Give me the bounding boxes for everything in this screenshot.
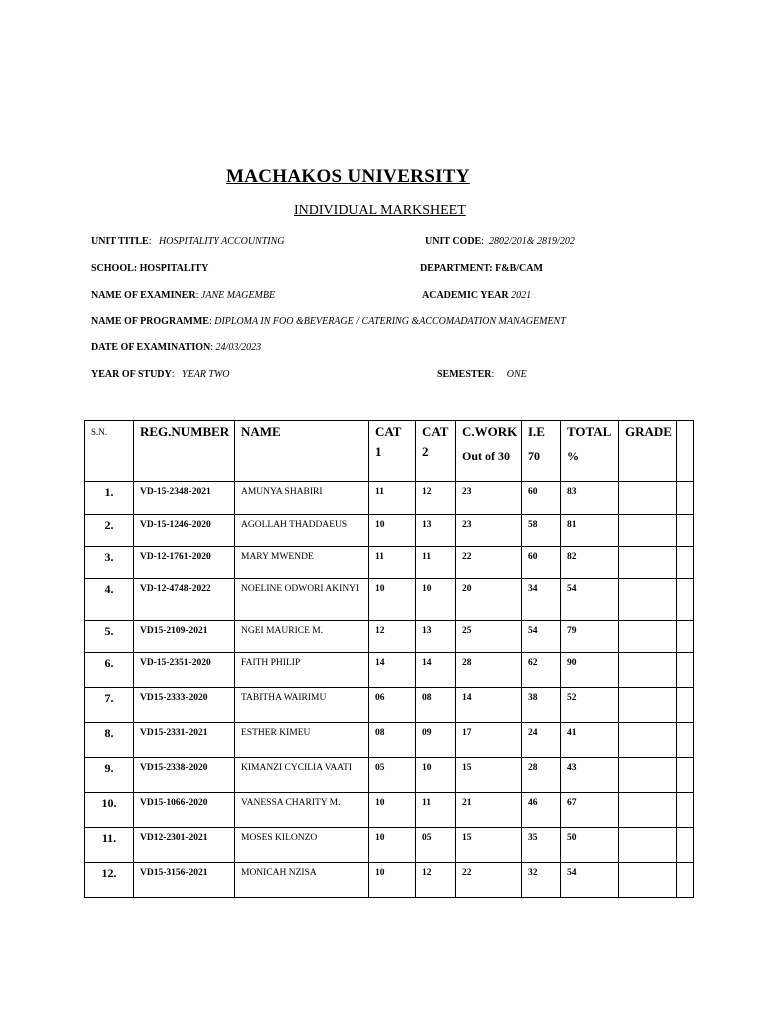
row-total: 83: [561, 482, 619, 515]
row-ie: 60: [522, 482, 561, 515]
row-grade: [619, 793, 677, 828]
row-reg-number: VD-12-1761-2020: [134, 547, 235, 579]
row-ie: 62: [522, 653, 561, 688]
row-name: ESTHER KIMEU: [235, 723, 369, 758]
unit-code-label: UNIT CODE: [425, 236, 482, 247]
row-ie: 35: [522, 828, 561, 863]
row-ie: 38: [522, 688, 561, 723]
unit-title-line: UNIT TITLE: HOSPITALITY ACCOUNTING: [91, 236, 285, 247]
exam-date-line: DATE OF EXAMINATION: 24/03/2023: [91, 342, 262, 353]
row-cat1: 10: [369, 579, 416, 621]
header-name: NAME: [235, 421, 369, 482]
row-total: 41: [561, 723, 619, 758]
row-cat1: 10: [369, 515, 416, 547]
row-name: VANESSA CHARITY M.: [235, 793, 369, 828]
row-sn: 7.: [85, 688, 134, 723]
row-reg-number: VD15-2338-2020: [134, 758, 235, 793]
row-cat2: 14: [416, 653, 456, 688]
row-blank: [677, 793, 694, 828]
row-cat2: 12: [416, 863, 456, 898]
row-total: 52: [561, 688, 619, 723]
semester-line: SEMESTER: ONE: [437, 369, 527, 380]
row-reg-number: VD15-2331-2021: [134, 723, 235, 758]
marks-table: [84, 420, 694, 898]
department-label: DEPARTMENT: [420, 263, 490, 274]
programme-line: NAME OF PROGRAMME: DIPLOMA IN FOO &BEVERAGE / CATERING &ACCOMADATION MANAGEMENT: [91, 316, 566, 327]
row-blank: [677, 579, 694, 621]
table-row: [85, 621, 694, 653]
row-cat1: 10: [369, 793, 416, 828]
row-cat2: 10: [416, 758, 456, 793]
row-grade: [619, 621, 677, 653]
row-sn: 2.: [85, 515, 134, 547]
semester-value: ONE: [506, 369, 527, 380]
row-name: FAITH PHILIP: [235, 653, 369, 688]
row-ie: 34: [522, 579, 561, 621]
exam-date-value: 24/03/2023: [215, 342, 262, 353]
row-sn: 11.: [85, 828, 134, 863]
semester-label: SEMESTER: [437, 369, 492, 380]
programme-label: NAME OF PROGRAMME: [91, 316, 209, 327]
row-cwork: 20: [456, 579, 522, 621]
header-reg-number: REG.NUMBER: [134, 421, 235, 482]
row-sn: 8.: [85, 723, 134, 758]
row-sn: 5.: [85, 621, 134, 653]
row-total: 54: [561, 579, 619, 621]
table-row: [85, 579, 694, 621]
marksheet-subtitle: INDIVIDUAL MARKSHEET: [294, 203, 466, 218]
row-reg-number: VD15-2109-2021: [134, 621, 235, 653]
row-blank: [677, 547, 694, 579]
row-cwork: 22: [456, 547, 522, 579]
table-row: [85, 863, 694, 898]
row-cwork: 23: [456, 482, 522, 515]
university-title: MACHAKOS UNIVERSITY: [226, 166, 470, 187]
table-header-row: [85, 421, 694, 482]
row-cat1: 14: [369, 653, 416, 688]
unit-code-line: UNIT CODE: 2802/201& 2819/202: [425, 236, 575, 247]
row-ie: 54: [522, 621, 561, 653]
row-name: KIMANZI CYCILIA VAATI: [235, 758, 369, 793]
row-blank: [677, 688, 694, 723]
table-row: [85, 723, 694, 758]
row-reg-number: VD15-2333-2020: [134, 688, 235, 723]
row-reg-number: VD15-1066-2020: [134, 793, 235, 828]
academic-year-label: ACADEMIC YEAR: [422, 290, 509, 301]
row-cwork: 15: [456, 828, 522, 863]
row-cwork: 17: [456, 723, 522, 758]
row-name: AGOLLAH THADDAEUS: [235, 515, 369, 547]
year-of-study-value: YEAR TWO: [182, 369, 230, 380]
table-row: [85, 758, 694, 793]
row-reg-number: VD-15-2348-2021: [134, 482, 235, 515]
header-cwork: C.WORK Out of 30: [456, 421, 522, 482]
row-total: 67: [561, 793, 619, 828]
row-name: NGEI MAURICE M.: [235, 621, 369, 653]
department-line: DEPARTMENT: F&B/CAM: [420, 263, 543, 274]
school-label: SCHOOL: [91, 263, 134, 274]
row-cat1: 06: [369, 688, 416, 723]
unit-code-value: 2802/201& 2819/202: [489, 236, 575, 247]
row-cat1: 12: [369, 621, 416, 653]
examiner-line: NAME OF EXAMINER: JANE MAGEMBE: [91, 290, 276, 301]
table-row: [85, 793, 694, 828]
academic-year-value: 2021: [511, 290, 532, 301]
row-cwork: 23: [456, 515, 522, 547]
examiner-label: NAME OF EXAMINER: [91, 290, 196, 301]
exam-date-label: DATE OF EXAMINATION: [91, 342, 211, 353]
row-name: TABITHA WAIRIMU: [235, 688, 369, 723]
row-grade: [619, 482, 677, 515]
row-total: 81: [561, 515, 619, 547]
header-total: TOTAL %: [561, 421, 619, 482]
row-ie: 32: [522, 863, 561, 898]
row-cwork: 28: [456, 653, 522, 688]
row-sn: 10.: [85, 793, 134, 828]
examiner-value: JANE MAGEMBE: [200, 290, 276, 301]
row-blank: [677, 723, 694, 758]
row-name: MONICAH NZISA: [235, 863, 369, 898]
row-cat2: 08: [416, 688, 456, 723]
row-cwork: 14: [456, 688, 522, 723]
row-blank: [677, 482, 694, 515]
row-total: 43: [561, 758, 619, 793]
unit-title-value: HOSPITALITY ACCOUNTING: [159, 236, 285, 247]
department-value: F&B/CAM: [495, 263, 543, 274]
row-cat1: 08: [369, 723, 416, 758]
row-ie: 28: [522, 758, 561, 793]
row-total: 50: [561, 828, 619, 863]
header-sn: S.N.: [85, 421, 134, 482]
row-sn: 6.: [85, 653, 134, 688]
row-cat2: 09: [416, 723, 456, 758]
table-row: [85, 828, 694, 863]
row-ie: 60: [522, 547, 561, 579]
row-cat2: 10: [416, 579, 456, 621]
row-blank: [677, 653, 694, 688]
row-total: 79: [561, 621, 619, 653]
academic-year-line: [422, 290, 531, 301]
row-grade: [619, 515, 677, 547]
table-row: [85, 688, 694, 723]
row-name: NOELINE ODWORI AKINYI: [235, 579, 369, 621]
row-cat2: 12: [416, 482, 456, 515]
row-name: MOSES KILONZO: [235, 828, 369, 863]
row-cat2: 05: [416, 828, 456, 863]
table-row: [85, 547, 694, 579]
row-cat2: 13: [416, 621, 456, 653]
row-grade: [619, 828, 677, 863]
row-sn: 4.: [85, 579, 134, 621]
school-value: HOSPITALITY: [139, 263, 209, 274]
header-grade: GRADE: [619, 421, 677, 482]
row-cat1: 10: [369, 863, 416, 898]
row-blank: [677, 515, 694, 547]
header-blank: [677, 421, 694, 482]
row-reg-number: VD12-2301-2021: [134, 828, 235, 863]
row-grade: [619, 653, 677, 688]
row-cat1: 11: [369, 547, 416, 579]
row-total: 90: [561, 653, 619, 688]
row-reg-number: VD-12-4748-2022: [134, 579, 235, 621]
row-ie: 46: [522, 793, 561, 828]
row-reg-number: VD-15-1246-2020: [134, 515, 235, 547]
row-reg-number: VD-15-2351-2020: [134, 653, 235, 688]
header-ie: I.E 70: [522, 421, 561, 482]
year-of-study-label: YEAR OF STUDY: [91, 369, 172, 380]
row-cat1: 11: [369, 482, 416, 515]
row-sn: 1.: [85, 482, 134, 515]
row-grade: [619, 688, 677, 723]
row-cwork: 21: [456, 793, 522, 828]
table-row: [85, 515, 694, 547]
row-grade: [619, 547, 677, 579]
row-cat2: 11: [416, 547, 456, 579]
row-grade: [619, 758, 677, 793]
row-blank: [677, 863, 694, 898]
row-ie: 58: [522, 515, 561, 547]
programme-value: DIPLOMA IN FOO &BEVERAGE / CATERING &ACCOMADATION MANAGEMENT: [214, 316, 566, 327]
row-total: 82: [561, 547, 619, 579]
row-ie: 24: [522, 723, 561, 758]
row-cat2: 11: [416, 793, 456, 828]
row-sn: 12.: [85, 863, 134, 898]
row-blank: [677, 758, 694, 793]
row-cat1: 10: [369, 828, 416, 863]
row-name: AMUNYA SHABIRI: [235, 482, 369, 515]
row-sn: 9.: [85, 758, 134, 793]
row-cwork: 15: [456, 758, 522, 793]
row-blank: [677, 621, 694, 653]
header-cat1: CAT 1: [369, 421, 416, 482]
row-total: 54: [561, 863, 619, 898]
row-sn: 3.: [85, 547, 134, 579]
table-row: [85, 482, 694, 515]
row-grade: [619, 579, 677, 621]
row-grade: [619, 863, 677, 898]
row-cwork: 25: [456, 621, 522, 653]
unit-title-label: UNIT TITLE: [91, 236, 149, 247]
row-cat2: 13: [416, 515, 456, 547]
row-blank: [677, 828, 694, 863]
table-row: [85, 653, 694, 688]
row-reg-number: VD15-3156-2021: [134, 863, 235, 898]
year-of-study-line: YEAR OF STUDY: YEAR TWO: [91, 369, 230, 380]
row-grade: [619, 723, 677, 758]
header-cat2: CAT 2: [416, 421, 456, 482]
school-line: SCHOOL: HOSPITALITY: [91, 263, 209, 274]
row-name: MARY MWENDE: [235, 547, 369, 579]
row-cat1: 05: [369, 758, 416, 793]
row-cwork: 22: [456, 863, 522, 898]
